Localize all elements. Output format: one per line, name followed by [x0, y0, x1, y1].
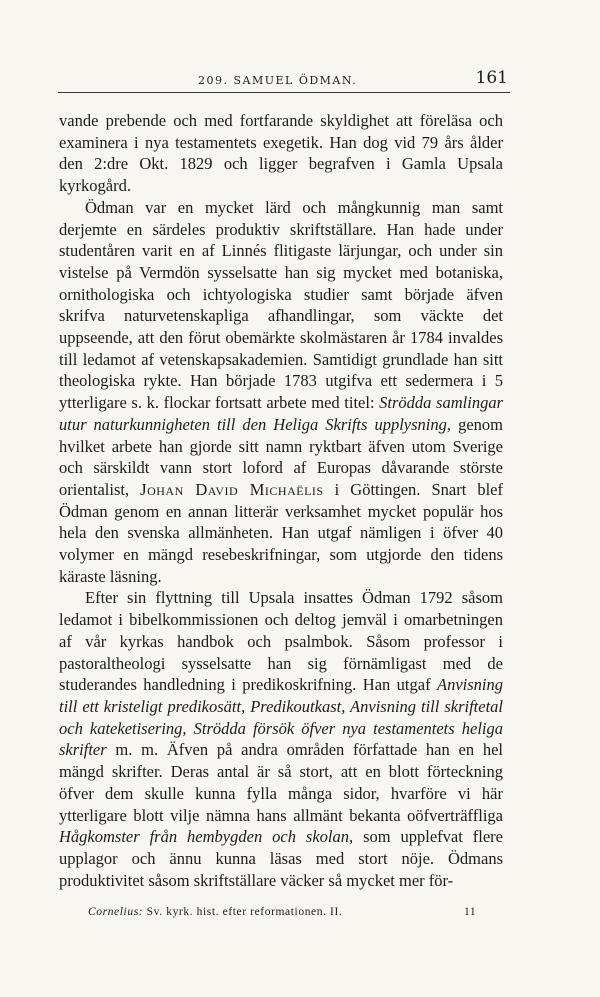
body-text: [59, 110, 503, 891]
footer-signature-mark: 11: [464, 906, 477, 918]
book-title-hagkomster: Hågkomster från hembygden och skolan,: [59, 827, 354, 847]
paragraph-3-text-c: som upplefvat flere upplagor och ännu kunna läsas med stort nöje. Ödmans produktivitet såsom skriftställare väcker så mycket mer för-: [59, 827, 504, 890]
paragraph-2-text-c: i Göttingen. Snart blef Ödman genom en annan litterär verksamhet mycket populär hos hela den svenska allmänheten. Han utgaf nämligen i öfver 40 volymer en mängd resebeskrifningar, som utgjorde den tidens käraste läsning.: [59, 479, 503, 586]
running-header: [58, 70, 510, 93]
book-titles-homiletics: Anvisning till ett kristeligt predikosätt, Predikoutkast, Anvisning till skriftetal och kateketisering, Strödda försök öfver nya testamentets heliga skrifter: [59, 675, 503, 760]
paragraph-2: [59, 197, 503, 588]
person-name-michaelis: Johan David Michaëlis: [140, 479, 324, 499]
footer-author: Cornelius:: [88, 906, 144, 918]
paragraph-2-text-a: Ödman var en mycket lärd och mångkunnig man samt derjemte en särdeles produktiv skriftställare. Han hade under studentåren varit en af Linnés flitigaste lärjungar, och under sin vistelse på Vermdön sysselsatte han sig mycket med botaniska, ornithologiska och ichtyologiska studier samt började äfven skrifva naturvetenskapliga afhandlingar, som väckte det uppseende, att den förut obemärkte skolmästaren år 1784 invaldes till ledamot af vetenskapsakademien. Samtidigt grundlade han sitt theologiska rykte. Han började 1783 utgifva ett sedermera i 5 ytterligare s. k. flockar fortsatt arbete med titel:: [59, 197, 503, 413]
paragraph-3: [59, 587, 503, 891]
paragraph-2-text-b: genom hvilket arbete han gjorde sitt namn ryktbart äfven utom Sverige och särskildt vann stort loford af Europas dåvarande störste orientalist,: [59, 414, 503, 499]
paragraph-3-text-b: m. m. Äfven på andra områden författade han en hel mängd skrifter. Deras antal är så stort, att en blott förteckning öfver dem skulle kunna fylla många sidor, hvarföre vi här ytterligare blott vilje nämna hans allmänt bekanta oöfverträffliga: [59, 740, 503, 825]
paragraph-1: vande prebende och med fortfarande skyldighet att föreläsa och examinera i nya testamentets exegetik. Han dog vid 79 års ålder den 2:dre Okt. 1829 och ligger begrafven i Gamla Upsala kyrkogård.: [59, 111, 503, 196]
page-footer: [88, 906, 488, 918]
running-head-title: 209. SAMUEL ÖDMAN.: [198, 74, 358, 87]
book-title-strodda-samlingar: Strödda samlingar utur naturkunnigheten till den Heliga Skrifts upplysning,: [59, 393, 503, 434]
paragraph-3-text-a: Efter sin flyttning till Upsala insattes Ödman 1792 såsom ledamot i bibelkommissionen och deltog jemväl i omarbetningen af vår kyrkas handbok och psalmbok. Såsom professor i pastoraltheologi sysselsatte han sig förnämligast med de studerandes handledning i predikoskrifning. Han utgaf: [59, 588, 503, 695]
page-number: 161: [475, 68, 508, 88]
footer-work-title: Sv. kyrk. hist. efter reformationen. II.: [143, 906, 343, 918]
